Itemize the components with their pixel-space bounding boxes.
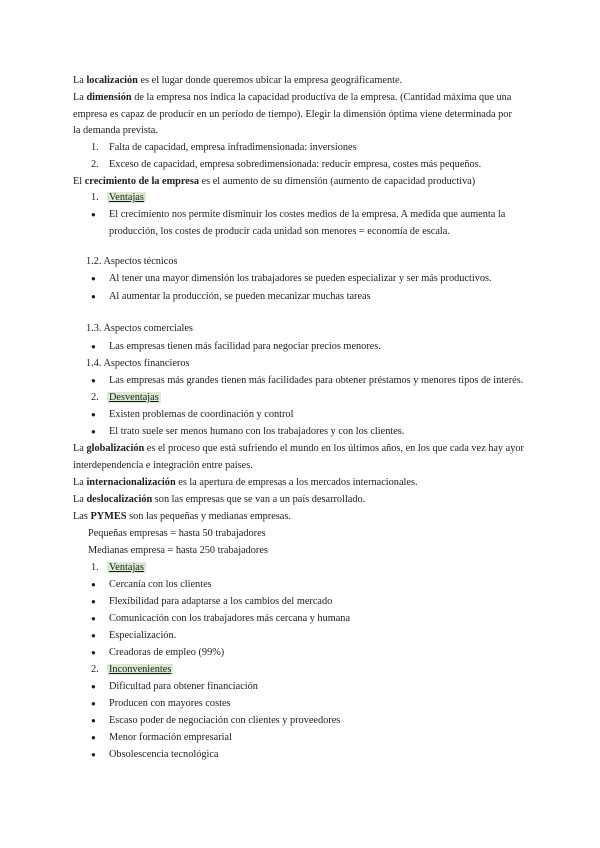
bullet-icon: ●	[91, 682, 96, 691]
list-item-text: Escaso poder de negociación con clientes y proveedores	[109, 715, 341, 726]
text-run: empresa es capaz de producir en un período de tiempo). Elegir la dimensión óptima viene determinada por	[73, 109, 512, 120]
section-heading	[109, 661, 173, 678]
highlighted-heading: Desventajas	[109, 392, 159, 403]
highlighted-heading: Ventajas	[109, 562, 144, 573]
text-run: Medianas empresa = hasta 250 trabajadores	[88, 545, 268, 556]
list-number: 1.	[91, 142, 99, 153]
text-run: es el aumento de su dimensión (aumento de capacidad productiva)	[199, 176, 476, 187]
text-line	[73, 89, 511, 106]
key-term: localización	[86, 75, 138, 86]
text-run: La	[73, 443, 87, 454]
list-item-text: Creadoras de empleo (99%)	[109, 647, 225, 658]
list-item-text: Las empresas tienen más facilidad para negociar precios menores.	[109, 341, 381, 352]
list-item-text: El crecimiento nos permite disminuir los costes medios de la empresa. A medida que aumenta la	[109, 209, 506, 220]
key-term: internacionalización	[86, 477, 176, 488]
text-line	[86, 355, 190, 372]
text-run: la demanda prevista.	[73, 125, 158, 136]
bullet-icon: ●	[91, 410, 96, 419]
list-item-text: Producen con mayores costes	[109, 698, 231, 709]
key-term: PYMES	[90, 511, 127, 522]
list-item-text: Las empresas más grandes tienen más facilidades para obtener préstamos y menores tipos de interés.	[109, 375, 524, 386]
key-term: dimensión	[86, 92, 132, 103]
bullet-icon: ●	[91, 210, 96, 219]
list-number: 1.	[91, 192, 99, 203]
text-line	[86, 253, 178, 270]
text-run: son las empresas que se van a un país desarrollado.	[152, 494, 366, 505]
list-item-text: Al tener una mayor dimensión los trabajadores se pueden especializar y ser más productivos.	[109, 273, 492, 284]
bullet-icon: ●	[91, 274, 96, 283]
text-run: es el lugar donde queremos ubicar la empresa geográficamente.	[137, 75, 403, 86]
highlighted-heading: Inconvenientes	[109, 664, 172, 675]
text-line	[73, 508, 291, 525]
bullet-icon: ●	[91, 376, 96, 385]
section-heading	[109, 559, 146, 576]
bullet-icon: ●	[91, 733, 96, 742]
text-run: son las pequeñas y medianas empresas.	[126, 511, 291, 522]
bullet-icon: ●	[91, 342, 96, 351]
bullet-icon: ●	[91, 597, 96, 606]
text-line	[73, 440, 524, 457]
text-line	[73, 457, 253, 474]
bullet-icon: ●	[91, 580, 96, 589]
text-line	[88, 542, 268, 559]
text-run: es la apertura de empresas a los mercados internacionales.	[175, 477, 418, 488]
key-term: globalización	[86, 443, 145, 454]
text-line	[86, 320, 193, 337]
text-run: es el proceso que está sufriendo el mundo en los últimos años, en los que cada vez hay ayor	[144, 443, 524, 454]
bullet-icon: ●	[91, 699, 96, 708]
text-run: El	[73, 176, 85, 187]
bullet-icon: ●	[91, 292, 96, 301]
bullet-icon: ●	[91, 631, 96, 640]
section-heading	[109, 189, 146, 206]
bullet-icon: ●	[91, 427, 96, 436]
text-line	[73, 491, 365, 508]
list-item-text: Al aumentar la producción, se pueden mecanizar muchas tareas	[109, 291, 371, 302]
key-term: crecimiento de la empresa	[84, 176, 200, 187]
list-number: 2.	[91, 664, 99, 675]
section-heading	[109, 389, 161, 406]
text-run: Las	[73, 511, 91, 522]
subsection-heading: 1.4. Aspectos financieros	[86, 358, 190, 369]
text-line	[88, 525, 266, 542]
highlighted-heading: Ventajas	[109, 192, 144, 203]
text-run: La	[73, 494, 87, 505]
list-number: 2.	[91, 392, 99, 403]
list-item-text: Existen problemas de coordinación y control	[109, 409, 294, 420]
bullet-icon: ●	[91, 716, 96, 725]
list-item-text: Menor formación empresarial	[109, 732, 232, 743]
list-item-text: Falta de capacidad, empresa infradimensionada: inversiones	[109, 142, 357, 153]
text-line	[73, 122, 158, 139]
text-line	[109, 223, 450, 240]
list-item-text: Obsolescencia tecnológica	[109, 749, 219, 760]
text-run: producción, los costes de producir cada unidad son menores = economía de escala.	[109, 226, 450, 237]
text-line	[73, 106, 512, 123]
list-item-text: Cercanía con los clientes	[109, 579, 212, 590]
list-item-text: Exceso de capacidad, empresa sobredimensionada: reducir empresa, costes más pequeños.	[109, 159, 482, 170]
list-item-text: El trato suele ser menos humano con los trabajadores y con los clientes.	[109, 426, 405, 437]
key-term: deslocalización	[86, 494, 153, 505]
text-run: La	[73, 75, 87, 86]
list-number: 1.	[91, 562, 99, 573]
list-item-text: Comunicación con los trabajadores más cercana y humana	[109, 613, 351, 624]
text-run: La	[73, 477, 87, 488]
text-run: de la empresa nos indica la capacidad productiva de la empresa. (Cantidad máxima que una	[131, 92, 512, 103]
list-item-text: Especialización.	[109, 630, 177, 641]
subsection-heading: 1.2. Aspectos técnicos	[86, 256, 178, 267]
list-number: 2.	[91, 159, 99, 170]
text-line	[73, 173, 475, 190]
bullet-icon: ●	[91, 614, 96, 623]
bullet-icon: ●	[91, 648, 96, 657]
text-run: La	[73, 92, 87, 103]
text-run: Pequeñas empresas = hasta 50 trabajadores	[88, 528, 266, 539]
list-item-text: Dificultad para obtener financiación	[109, 681, 258, 692]
subsection-heading: 1.3. Aspectos comerciales	[86, 323, 193, 334]
list-item-text: Flexibilidad para adaptarse a los cambios del mercado	[109, 596, 333, 607]
text-run: interdependencia e integración entre países.	[73, 460, 253, 471]
text-line	[73, 474, 418, 491]
bullet-icon: ●	[91, 750, 96, 759]
text-line	[73, 72, 402, 89]
